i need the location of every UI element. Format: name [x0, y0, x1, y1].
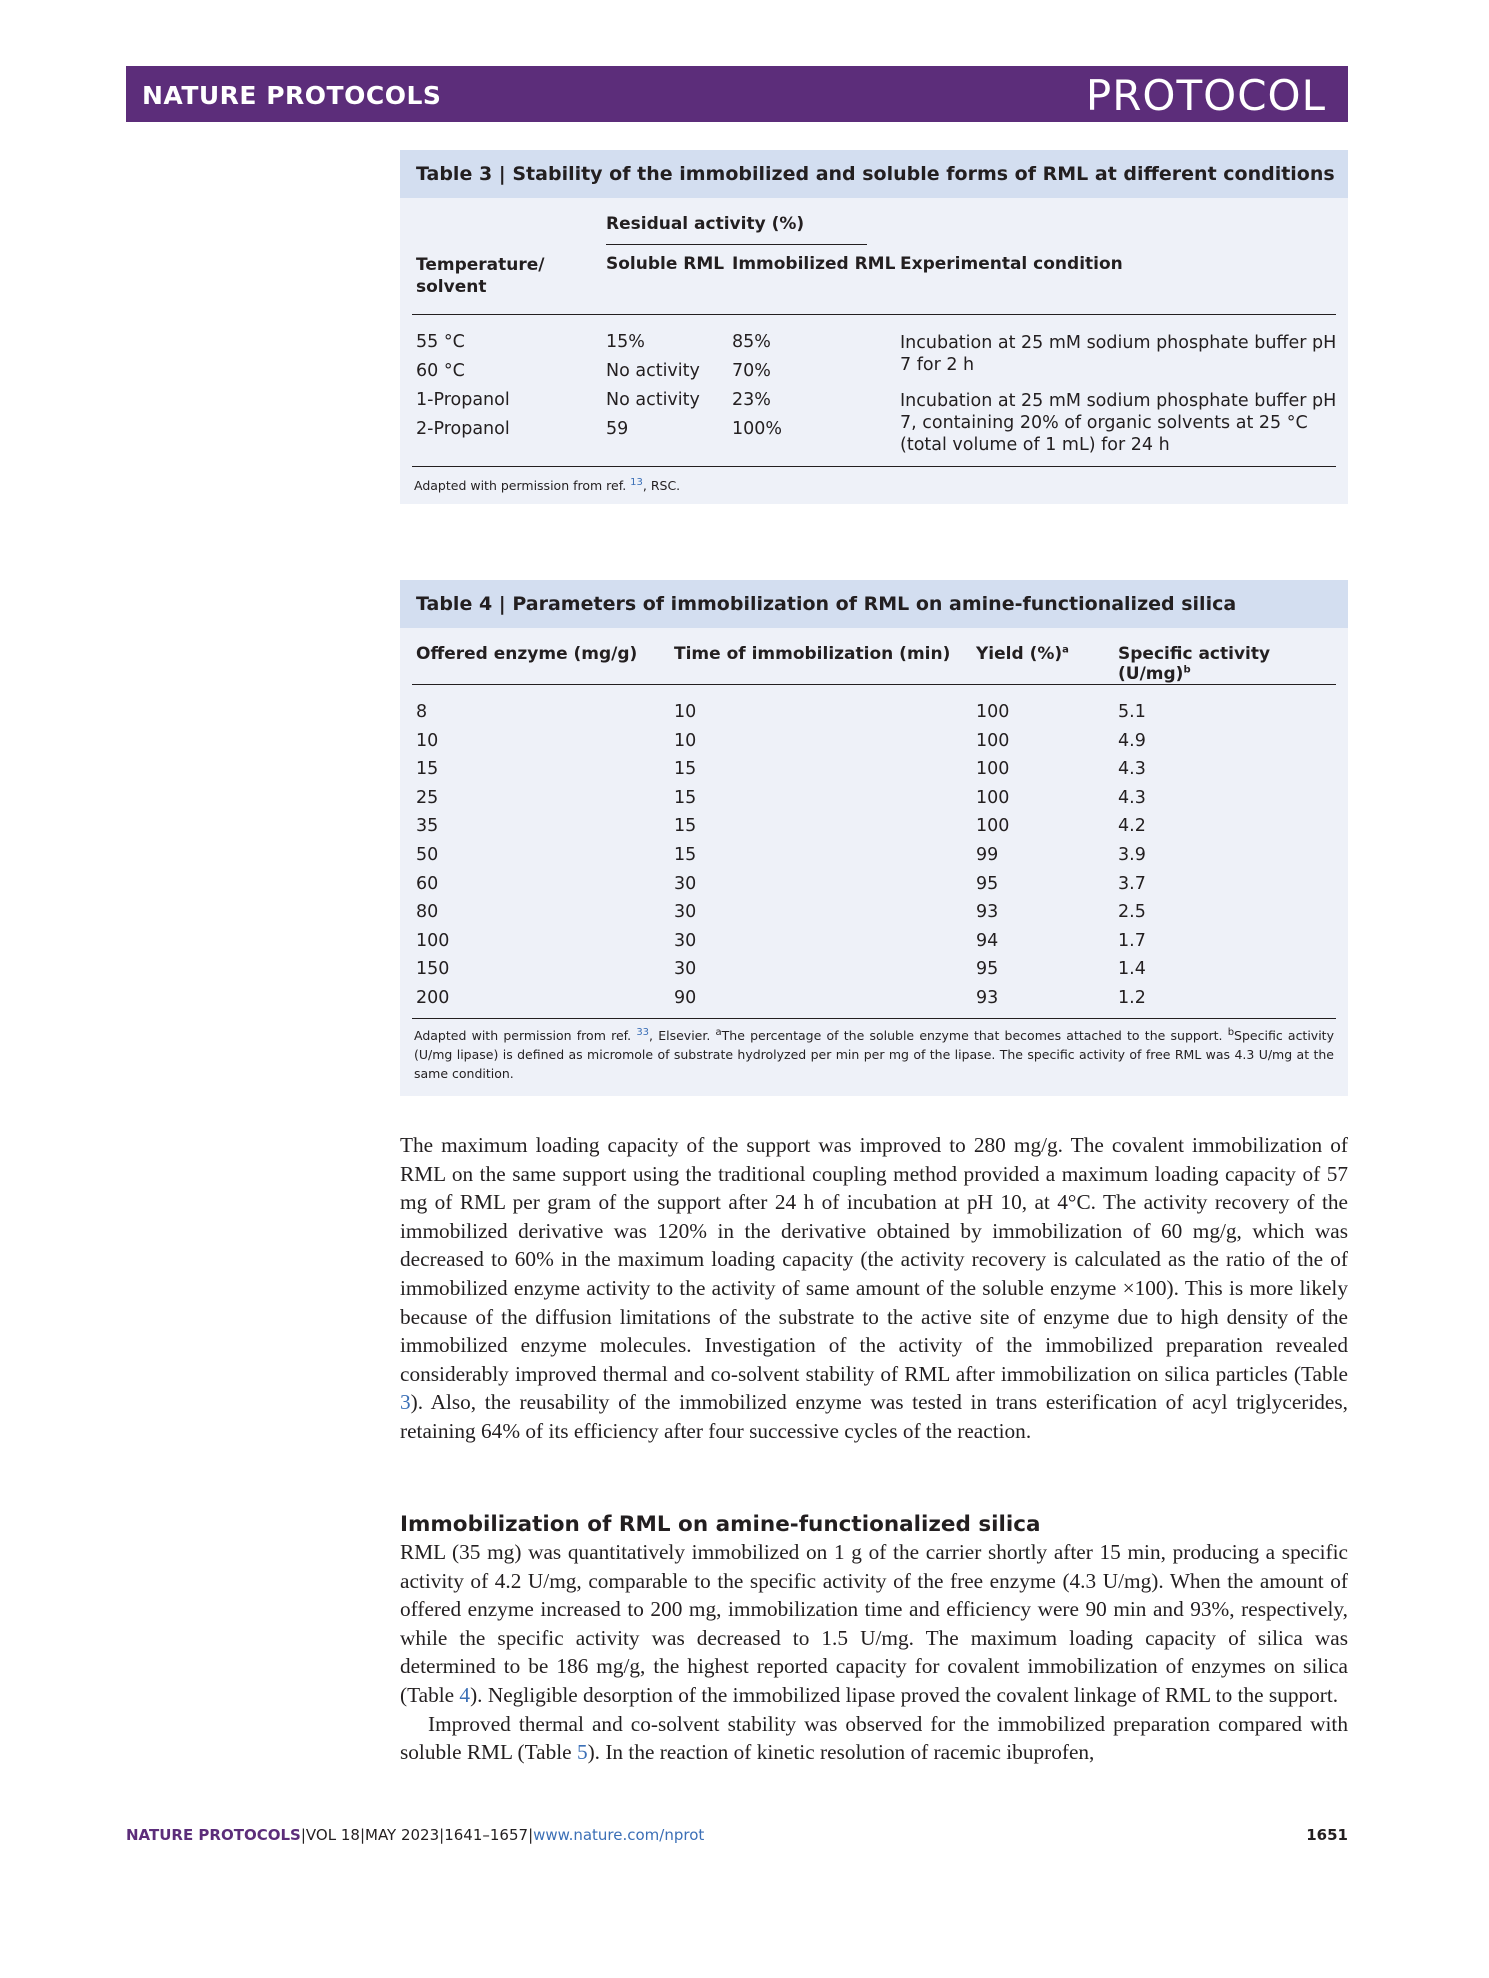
table-4-label: Table 4	[416, 593, 493, 615]
table-4-col-specific	[1118, 644, 1348, 684]
table-row-cell: 100	[976, 787, 1010, 808]
footer-sep: |	[359, 1826, 365, 1844]
table-reference-link[interactable]: 4	[459, 1682, 471, 1707]
table-row-cell: 200	[416, 988, 450, 1008]
table-row-cell: 100	[976, 759, 1010, 780]
table-row-cell: 15	[674, 845, 697, 865]
table-row-cell: 1-Propanol	[416, 390, 510, 410]
table-row-cell: 59	[606, 419, 629, 439]
table-row-cell: 95	[976, 873, 999, 894]
table-row-cell: 3.7	[1118, 873, 1146, 894]
body-paragraph-1	[400, 1131, 1348, 1446]
table-row-cell: 95	[976, 959, 999, 980]
table-row-cell: 15%	[606, 332, 645, 352]
table-3-col-condition: Temperature/ solvent	[416, 255, 545, 297]
table-3	[400, 150, 1348, 504]
table-row-cell: 100	[416, 930, 450, 951]
table-4	[400, 580, 1348, 1096]
table-3-experimental-1: Incubation at 25 mM sodium phosphate buffer pH 7 for 2 h	[900, 333, 1337, 375]
footer-date: MAY 2023	[365, 1826, 440, 1844]
table-3-bottom-rule	[412, 466, 1336, 467]
table-4-footnote	[414, 1026, 1334, 1083]
table-row-cell: 100	[976, 816, 1010, 837]
table-row-cell: 4.3	[1118, 787, 1146, 808]
table-row-cell: 1.4	[1118, 959, 1146, 980]
table-4-col-yield	[976, 644, 1069, 664]
table-row-cell: 30	[674, 959, 697, 980]
footnote-marker: b	[1183, 664, 1191, 676]
table-row-cell: 3.9	[1118, 845, 1146, 865]
footnote-marker: a	[715, 1026, 722, 1038]
footer-sep: |	[300, 1826, 306, 1844]
footer-volume: VOL 18	[305, 1826, 360, 1844]
table-row-cell: 85%	[732, 332, 771, 352]
table-4-col-offered: Offered enzyme (mg/g)	[416, 644, 638, 664]
table-3-label: Table 3	[416, 163, 493, 185]
table-row-cell: 2-Propanol	[416, 419, 510, 439]
table-3-col-soluble: Soluble RML	[606, 254, 725, 274]
journal-name: NATURE PROTOCOLS	[142, 81, 442, 110]
table-row-cell: 35	[416, 816, 439, 837]
paragraph-text: Improved thermal and co-solvent stability was observed for the immobilized preparation compared with soluble RML (Table	[400, 1711, 1348, 1765]
section-heading: Immobilization of RML on amine-functionalized silica	[400, 1512, 1041, 1537]
table-row-cell: 1.2	[1118, 988, 1146, 1008]
footer-journal: NATURE PROTOCOLS	[126, 1826, 301, 1844]
table-row-cell: 50	[416, 845, 439, 865]
paragraph-text: RML (35 mg) was quantitatively immobilized on 1 g of the carrier shortly after 15 min, producing a specific activity of 4.2 U/mg, comparable to the specific activity of the free enzyme (4.3 U/mg). When the amount of offered enzyme increased to 200 mg, immobilization time and efficiency were 90 min and 93%, respectively, while the specific activity was decreased to 1.5 U/mg. The maximum loading capacity of silica was determined to be 186 mg/g, the highest reported capacity for covalent immobilization of enzymes on silica (Table	[400, 1540, 1348, 1707]
table-row-cell: 15	[674, 816, 697, 837]
paragraph-text: ). Also, the reusability of the immobilized enzyme was tested in trans esterification of acyl triglycerides, retaining 64% of its efficiency after four successive cycles of the reaction.	[400, 1390, 1348, 1443]
table-row-cell: 100%	[732, 419, 783, 439]
table-row-cell: 23%	[732, 390, 771, 410]
paragraph-text: ). In the reaction of kinetic resolution of racemic ibuprofen,	[587, 1740, 1095, 1765]
reference-link[interactable]: 13	[630, 476, 643, 488]
table-row-cell: 90	[674, 988, 697, 1008]
footnote-text: The percentage of the soluble enzyme that becomes attached to the support.	[721, 1028, 1228, 1043]
table-row-cell: 93	[976, 988, 999, 1008]
table-row-cell: 4.3	[1118, 759, 1146, 780]
header-text: Specific activity (U/mg)	[1118, 644, 1271, 684]
table-row-cell: No activity	[606, 361, 700, 381]
table-row-cell: 60 °C	[416, 361, 465, 381]
table-row-cell: 15	[416, 759, 439, 780]
table-row-cell: 2.5	[1118, 902, 1146, 923]
footnote-text: Adapted with permission from ref.	[414, 478, 631, 493]
table-row-cell: 70%	[732, 361, 771, 381]
body-paragraph-2	[400, 1538, 1348, 1767]
table-row-cell: 5.1	[1118, 702, 1146, 722]
table-row-cell: 100	[976, 702, 1010, 722]
table-row-cell: 4.2	[1118, 816, 1146, 837]
table-4-sep: |	[498, 593, 506, 615]
table-3-title: Stability of the immobilized and soluble forms of RML at different conditions	[512, 163, 1335, 185]
table-3-col-experimental: Experimental condition	[900, 254, 1123, 274]
table-row-cell: 93	[976, 902, 999, 923]
table-row-cell: 60	[416, 873, 439, 894]
table-row-cell: 80	[416, 902, 439, 923]
table-row-cell: 30	[674, 930, 697, 951]
table-4-header-rule	[412, 684, 1336, 685]
footer-url-link[interactable]: www.nature.com/nprot	[533, 1826, 705, 1844]
footnote-text: , Elsevier.	[649, 1028, 716, 1043]
journal-header-banner	[126, 66, 1348, 122]
table-row-cell: 8	[416, 702, 428, 722]
paragraph-text: The maximum loading capacity of the support was improved to 280 mg/g. The covalent immobilization of RML on the same support using the traditional coupling method provided a maximum loading capacity of 57 mg of RML per gram of the support after 24 h of incubation at pH 10, at 4°C. The activity recovery of the immobilized derivative was 120% in the derivative obtained by immobilization of 60 mg/g, which was decreased to 60% in the maximum loading capacity (the activity recovery is calculated as the ratio of the of immobilized enzyme activity to the activity of same amount of the soluble enzyme ×100). This is more likely because of the diffusion limitations of the substrate to the active site of enzyme due to high density of the immobilized enzyme molecules. Investigation of the activity of the immobilized preparation revealed considerably improved thermal and co-solvent stability of RML after immobilization on silica particles (Table	[400, 1133, 1348, 1386]
table-row-cell: 150	[416, 959, 450, 980]
table-row-cell: 1.7	[1118, 930, 1146, 951]
table-3-header-rule	[412, 314, 1336, 315]
table-3-footnote	[414, 476, 680, 495]
table-row-cell: 4.9	[1118, 730, 1146, 751]
footer-sep: |	[528, 1826, 534, 1844]
footnote-text: Adapted with permission from ref.	[414, 1028, 637, 1043]
paragraph-text: ). Negligible desorption of the immobilized lipase proved the covalent linkage of RML to the support.	[470, 1682, 1339, 1707]
footnote-marker: a	[1062, 644, 1069, 656]
table-row-cell: 15	[674, 787, 697, 808]
table-row-cell: 30	[674, 873, 697, 894]
footnote-marker: b	[1227, 1026, 1235, 1038]
table-row-cell: 10	[674, 730, 697, 751]
table-row-cell: 55 °C	[416, 332, 465, 352]
table-4-col-time: Time of immobilization (min)	[674, 644, 951, 664]
table-4-bottom-rule	[412, 1018, 1336, 1019]
table-row-cell: 15	[674, 759, 697, 780]
reference-link[interactable]: 33	[636, 1026, 650, 1038]
table-row-cell: 94	[976, 930, 999, 951]
table-row-cell: 25	[416, 787, 439, 808]
table-row-cell: No activity	[606, 390, 700, 410]
table-3-sep: |	[498, 163, 506, 185]
table-4-caption	[400, 580, 1348, 628]
table-reference-link[interactable]: 5	[576, 1740, 588, 1765]
page-footer	[126, 1826, 704, 1844]
table-row-cell: 10	[416, 730, 439, 751]
table-row-cell: 10	[674, 702, 697, 722]
table-row-cell: 30	[674, 902, 697, 923]
header-text: Yield (%)	[976, 644, 1063, 664]
table-row-cell: 100	[976, 730, 1010, 751]
table-3-group-rule	[606, 244, 867, 245]
table-3-group-header: Residual activity (%)	[606, 214, 805, 234]
footnote-text: , RSC.	[642, 478, 681, 493]
footer-sep: |	[439, 1826, 445, 1844]
table-row-cell: 99	[976, 845, 999, 865]
table-3-experimental-2: Incubation at 25 mM sodium phosphate buffer pH 7, containing 20% of organic solvents at 25 °C (total volume of 1 mL) for 24 h	[900, 391, 1337, 455]
table-reference-link[interactable]: 3	[400, 1390, 411, 1415]
page-number: 1651	[1306, 1826, 1348, 1844]
table-3-caption	[400, 150, 1348, 198]
footnote-text: Specific activity (U/mg lipase) is defined as micromole of substrate hydrolyzed per min per mg of the lipase. The specific activity of free RML was 4.3 U/mg at the same condition.	[414, 1028, 1334, 1081]
table-3-col-immobilized: Immobilized RML	[732, 254, 896, 274]
article-type: PROTOCOL	[1085, 71, 1326, 120]
table-4-title: Parameters of immobilization of RML on amine-functionalized silica	[512, 593, 1237, 615]
footer-pages: 1641–1657	[444, 1826, 529, 1844]
